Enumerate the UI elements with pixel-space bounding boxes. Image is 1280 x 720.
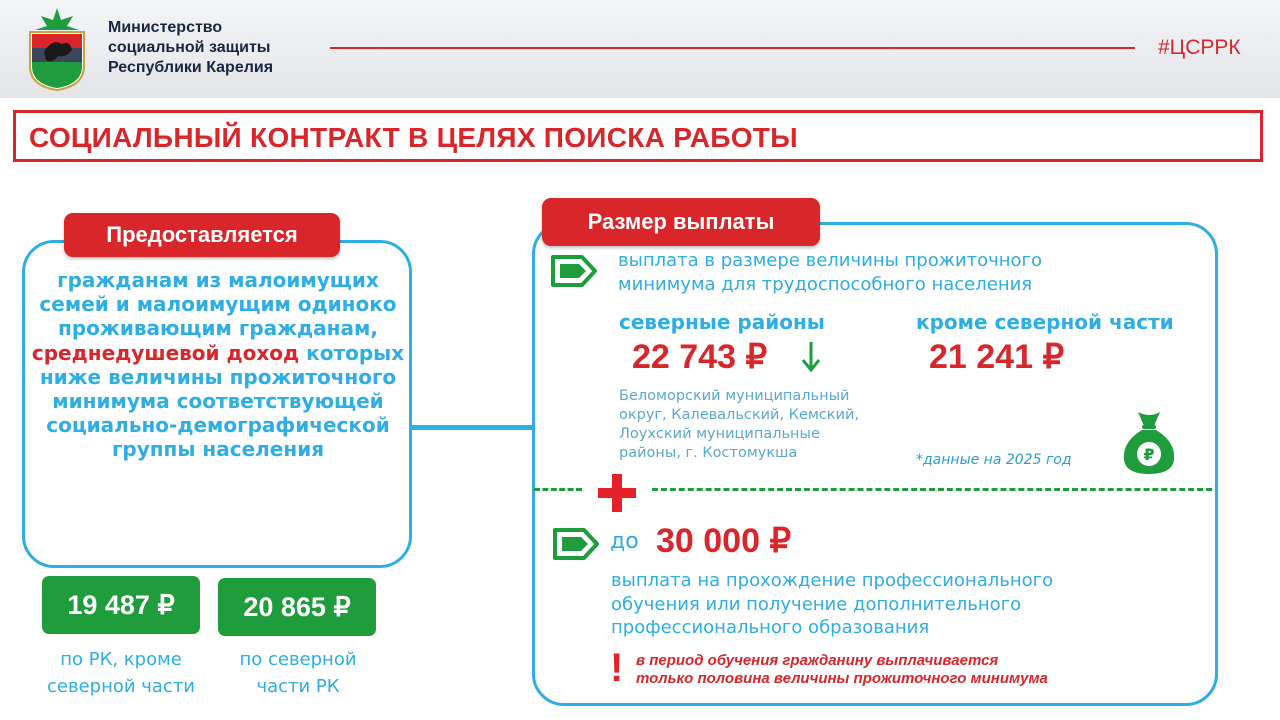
other-amount: 21 241 ₽ [929,338,1065,376]
section1-description [618,249,1042,296]
warning-line-1: в период обучения гражданину выплачивается [636,652,999,669]
page-title: СОЦИАЛЬНЫЙ КОНТРАКТ В ЦЕЛЯХ ПОИСКА РАБОТЫ [29,122,798,153]
warning-text [636,652,1048,688]
caption-rk-line-1: по РК, кроме [60,649,182,670]
svg-text:₽: ₽ [1143,445,1155,464]
caption-rk-line-2: северной части [46,676,196,697]
ministry-line-1: Министерство [108,19,223,36]
eligibility-text [31,268,405,462]
caption-rk [31,646,211,700]
north-label: северные районы [619,310,825,334]
caption-north-line-2: части РК [256,676,340,697]
section1-desc-line-1: выплата в размере величины прожиточного [618,250,1043,271]
section2-desc-line-2: обучения или получение дополнительного [611,593,1022,615]
north-note-line-3: Лоухский муниципальные [619,426,820,442]
payment-label: Размер выплаты [542,198,820,246]
ministry-name [108,18,318,78]
eligibility-text-part1: гражданам из малоимущих семей и малоимущим одиноко проживающим гражданам, [39,268,397,341]
section2-prefix: до [610,529,639,554]
caption-north [208,646,388,700]
eligibility-text-part2: которых ниже величины прожиточного минимума соответствующей социально-демографической группы населения [39,340,405,462]
warning-icon: ! [610,646,624,690]
header-bar [0,0,1280,98]
eligibility-text-highlight: среднедушевой доход [31,340,300,365]
ministry-line-2: социальной защиты [108,39,271,56]
ministry-line-3: Республики Карелия [108,59,274,76]
north-note-line-4: районы, г. Костомукша [619,445,798,461]
money-bag-icon [1118,408,1180,476]
section1-desc-line-2: минимума для трудоспособного населения [618,273,1033,295]
header-divider [330,47,1135,49]
caption-north-line-1: по северной [239,649,357,670]
north-note-line-1: Беломорский муниципальный [619,388,850,404]
karelia-coat-of-arms-icon [22,6,92,92]
section2-desc-line-3: профессионального образования [611,617,930,638]
title-box [13,110,1263,162]
warning-line-2: только половина величины прожиточного минимума [636,670,1048,687]
section2-description [611,569,1053,640]
tag-arrow-icon [552,527,600,561]
north-districts-note [619,387,859,463]
amount-box-rk: 19 487 ₽ [42,576,200,634]
hashtag: #ЦСРРК [1158,36,1241,59]
arrow-down-icon [799,340,823,374]
section2-desc-line-1: выплата на прохождение профессионального [611,570,1054,591]
eligibility-label: Предоставляется [64,213,340,257]
panel-connector [410,425,535,430]
plus-icon [598,474,636,512]
dashed-divider-left [534,488,582,491]
training-amount: 30 000 ₽ [656,522,792,560]
north-amount: 22 743 ₽ [632,338,768,376]
tag-arrow-icon [550,254,598,288]
other-label: кроме северной части [916,310,1174,334]
amount-box-north: 20 865 ₽ [218,578,376,636]
dashed-divider-right [652,488,1212,491]
data-year-note: *данные на 2025 год [916,452,1072,468]
north-note-line-2: округ, Калевальский, Кемский, [619,407,860,423]
